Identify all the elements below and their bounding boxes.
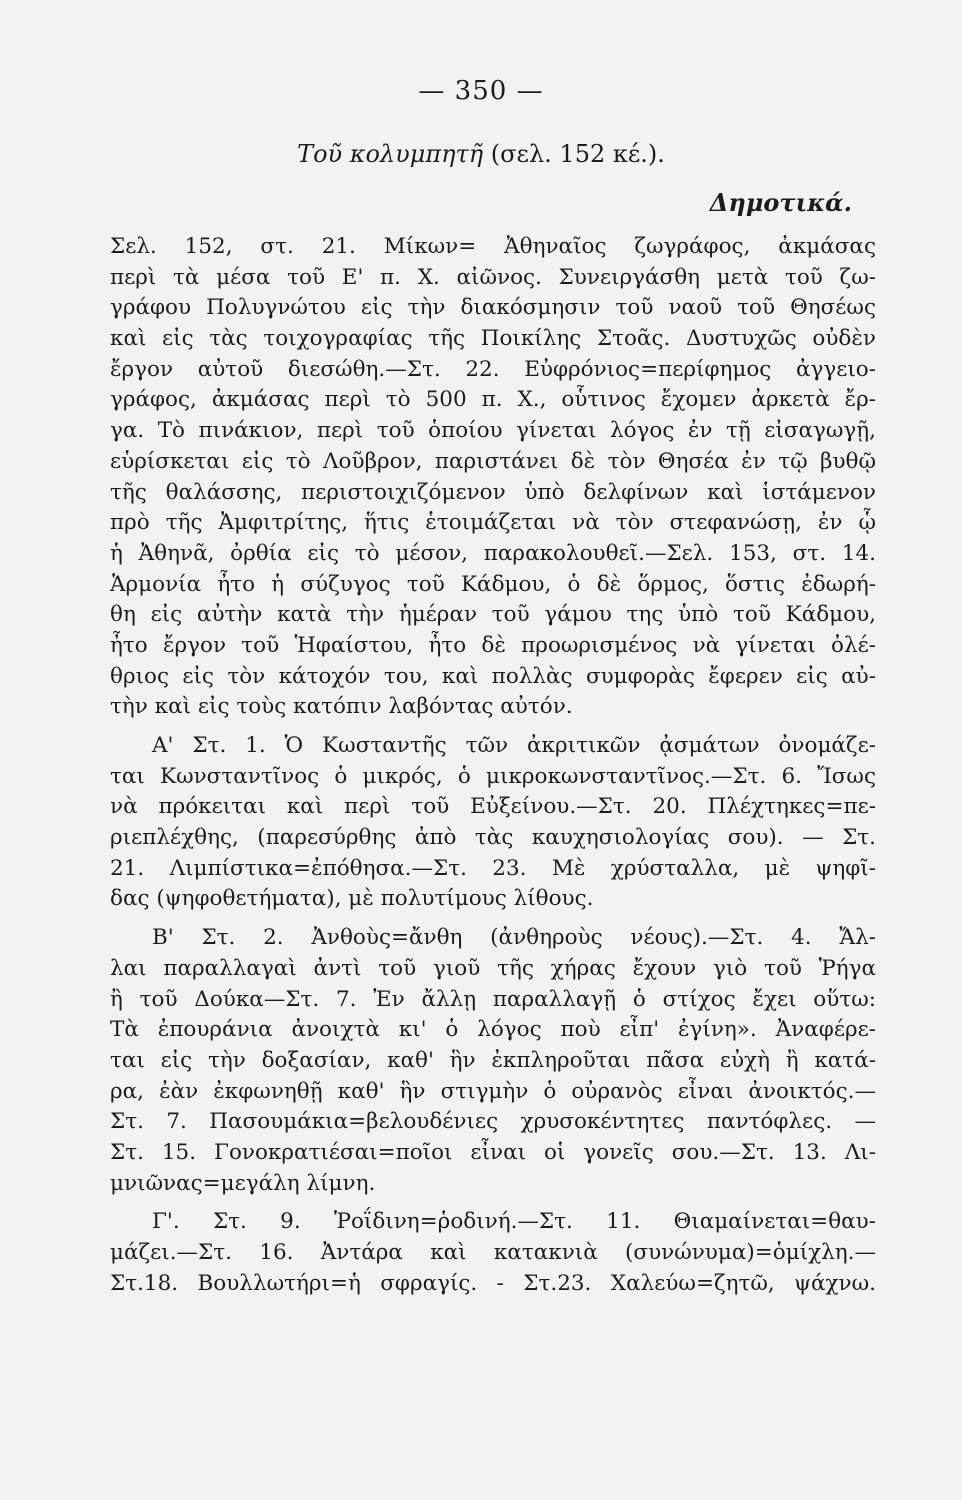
text-line: λαι παραλλαγαὶ ἀντὶ τοῦ γιοῦ τῆς χήρας ἔχουν γιὸ τοῦ Ῥήγα <box>110 955 876 981</box>
section-subtitle: Δημοτικά. <box>709 188 852 217</box>
title-rest: (σελ. 152 κέ.). <box>483 140 665 168</box>
text-line: Γ'. Στ. 9. Ῥοΐδινη=ῥοδινή.—Στ. 11. Θιαμαίνεται=θαυ- <box>152 1209 876 1235</box>
text-line: τῆς θαλάσσης, περιστοιχιζόμενον ὑπὸ δελφίνων καὶ ἱστάμενον <box>110 479 876 505</box>
text-line: Τὰ ἐπουράνια ἀνοιχτὰ κι' ὁ λόγος ποὺ εἶπ' ἐγίνη». Ἀναφέρε- <box>110 1017 876 1043</box>
text-line: γράφος, ἀκμάσας περὶ τὸ 500 π. Χ., οὗτινος ἔχομεν ἀρκετὰ ἔρ- <box>110 387 876 413</box>
text-line: Στ. 15. Γονοκρατιέσαι=ποῖοι εἶναι οἱ γονεῖς σου.—Στ. 13. Λι- <box>110 1139 876 1165</box>
text-line: Α' Στ. 1. Ὁ Κωσταντῆς τῶν ἀκριτικῶν ᾀσμάτων ὀνομάζε- <box>152 733 876 758</box>
text-line: Στ.18. Βουλλωτήρι=ἡ σφραγίς. - Στ.23. Χαλεύω=ζητῶ, ψάχνω. <box>110 1270 876 1296</box>
text-line: ται εἰς τὴν δοξασίαν, καθ' ἣν ἐκπληροῦται πᾶσα εὐχὴ ἢ κατά- <box>110 1047 876 1073</box>
title-italic: Τοῦ κολυμπητῆ <box>297 140 484 168</box>
text-line: γα. Τὸ πινάκιον, περὶ τοῦ ὁποίου γίνεται λόγος ἐν τῇ εἰσαγωγῇ, <box>110 418 876 444</box>
text-line: γράφου Πολυγνώτου εἰς τὴν διακόσμησιν τοῦ ναοῦ τοῦ Θησέως <box>110 295 876 321</box>
section-title <box>0 140 962 168</box>
text-line: ἦτο ἔργον τοῦ Ἡφαίστου, ἦτο δὲ προωρισμένος νὰ γίνεται ὀλέ- <box>110 632 876 658</box>
text-line: Στ. 7. Πασουμάκια=βελουδένιες χρυσοκέντητες παντόφλες. — <box>110 1109 876 1135</box>
text-line: δας (ψηφοθετήματα), μὲ πολυτίμους λίθους. <box>110 886 594 912</box>
text-line: Ἁρμονία ἦτο ἡ σύζυγος τοῦ Κάδμου, ὁ δὲ ὅρμος, ὅστις ἐδωρή- <box>110 571 876 597</box>
text-line: θριος εἰς τὸν κάτοχόν του, καὶ πολλὰς συμφορὰς ἔφερεν εἰς αὐ- <box>110 663 876 689</box>
text-line: Β' Στ. 2. Ἀνθοὺς=ἄνθη (ἀνθηροὺς νέους).—Στ. 4. Ἄλ- <box>152 925 876 951</box>
text-line: Σελ. 152, στ. 21. Μίκων= Ἀθηναῖος ζωγράφος, ἀκμάσας <box>110 234 876 259</box>
text-line: ἡ Ἀθηνᾶ, ὀρθία εἰς τὸ μέσον, παρακολουθεῖ.—Σελ. 153, στ. 14. <box>110 540 876 566</box>
text-line: εὑρίσκεται εἰς τὸ Λοῦβρον, παριστάνει δὲ τὸν Θησέα ἐν τῷ βυθῷ <box>110 448 876 474</box>
text-line: μάζει.—Στ. 16. Ἀντάρα καὶ κατακνιὰ (συνώνυμα)=ὁμίχλη.— <box>110 1240 876 1265</box>
text-line: 21. Λιμπίστικα=ἐπόθησα.—Στ. 23. Μὲ χρύσταλλα, μὲ ψηφῖ- <box>110 855 876 881</box>
page-number: — 350 — <box>418 76 544 106</box>
text-line: νὰ πρόκειται καὶ περὶ τοῦ Εὐξείνου.—Στ. 20. Πλέχτηκες=πε- <box>110 794 876 820</box>
text-line: ἔργον αὐτοῦ διεσώθη.—Στ. 22. Εὐφρόνιος=περίφημος ἀγγειο- <box>110 356 876 382</box>
text-line: μνιῶνας=μεγάλη λίμνη. <box>110 1170 376 1196</box>
text-line: καὶ εἰς τὰς τοιχογραφίας τῆς Ποικίλης Στοᾶς. Δυστυχῶς οὐδὲν <box>110 326 876 352</box>
text-line: θη εἰς αὐτὴν κατὰ τὴν ἡμέραν τοῦ γάμου της ὑπὸ τοῦ Κάδμου, <box>110 602 876 628</box>
text-line: τὴν καὶ εἰς τοὺς κατόπιν λαβόντας αὐτόν. <box>110 694 573 720</box>
text-line: ρα, ἐὰν ἐκφωνηθῇ καθ' ἣν στιγμὴν ὁ οὐρανὸς εἶναι ἀνοικτός.— <box>110 1078 876 1104</box>
text-line: πρὸ τῆς Ἀμφιτρίτης, ἥτις ἑτοιμάζεται νὰ τὸν στεφανώσῃ, ἐν ᾧ <box>110 510 876 536</box>
body-text <box>110 232 876 1299</box>
text-line: περὶ τὰ μέσα τοῦ Ε' π. Χ. αἰῶνος. Συνειργάσθη μετὰ τοῦ ζω- <box>110 264 876 290</box>
text-line: ται Κωνσταντῖνος ὁ μικρός, ὁ μικροκωνσταντῖνος.—Στ. 6. Ἴσως <box>110 763 876 789</box>
text-line: ἢ τοῦ Δούκα—Στ. 7. Ἐν ἄλλῃ παραλλαγῇ ὁ στίχος ἔχει οὕτω: <box>110 986 876 1012</box>
text-line: ριεπλέχθης, (παρεσύρθης ἀπὸ τὰς καυχησιολογίας σου). — Στ. <box>110 825 876 851</box>
